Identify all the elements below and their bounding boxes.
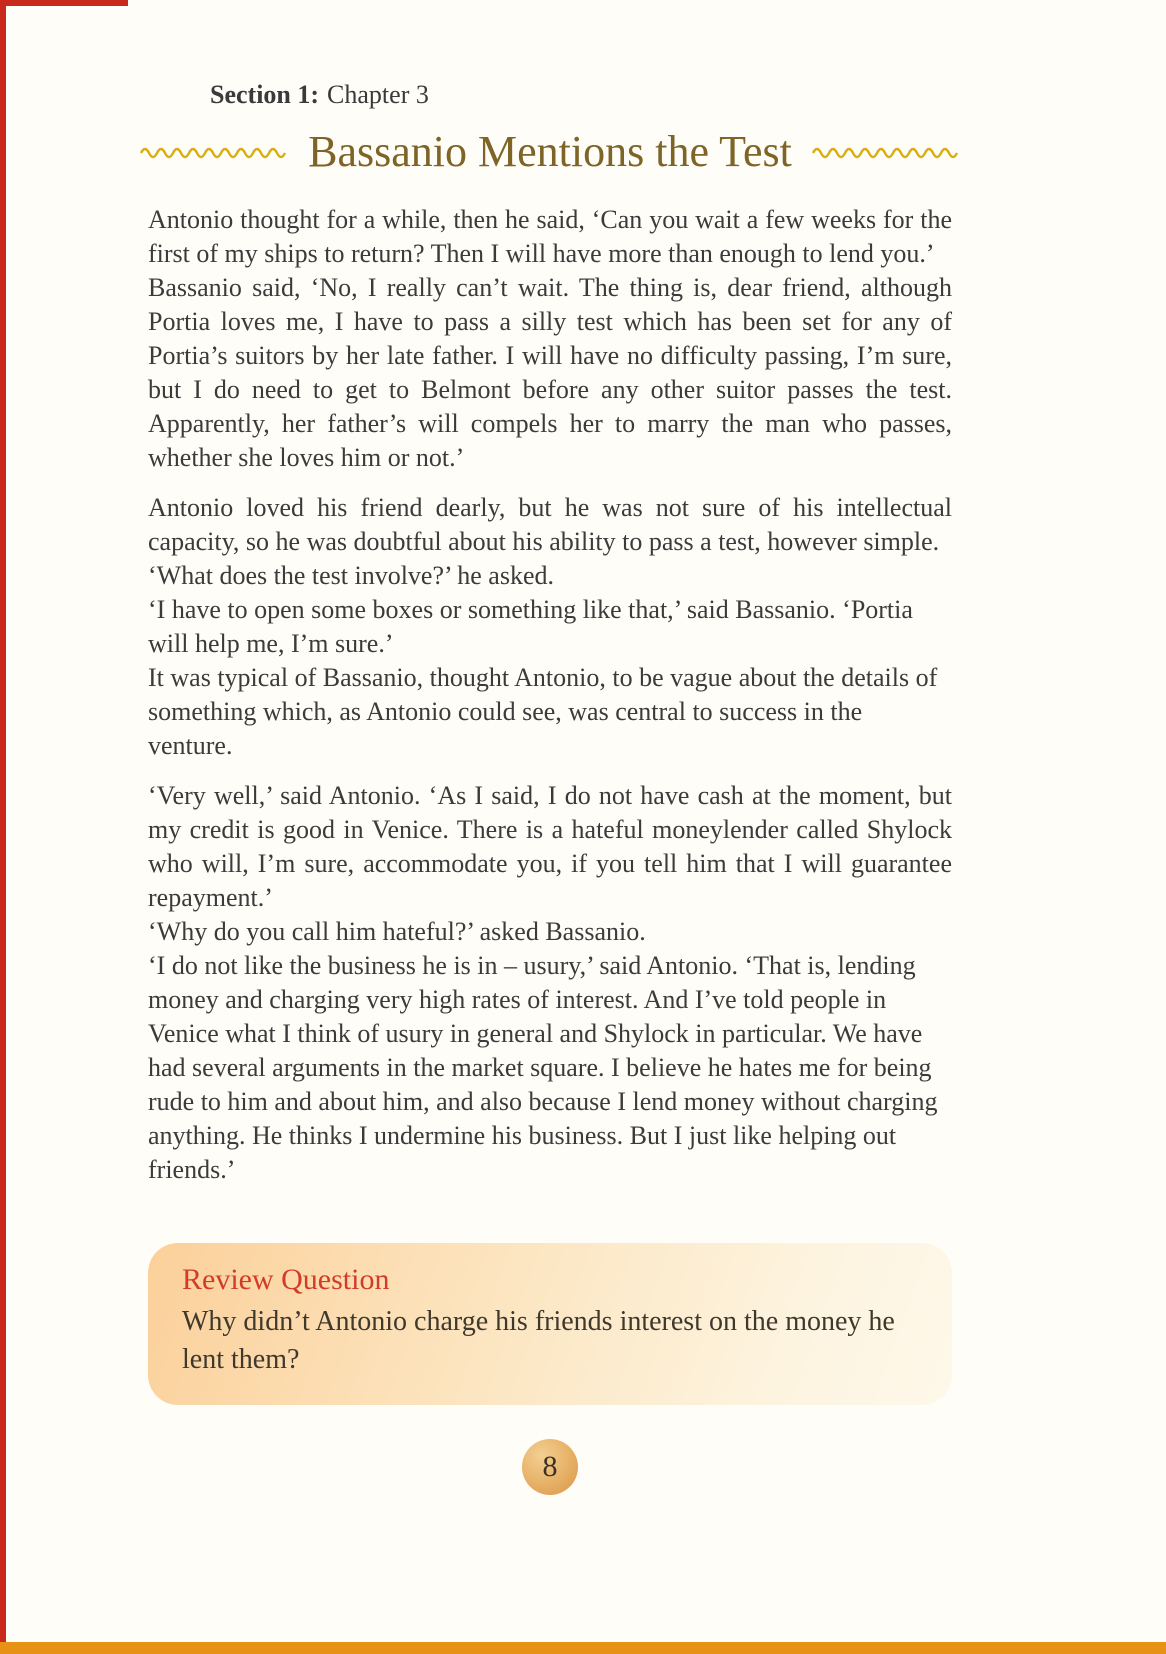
paragraph-block bbox=[148, 491, 952, 763]
paragraph: ‘Why do you call him hateful?’ asked Bassanio. bbox=[148, 917, 646, 946]
paragraph: ‘I have to open some boxes or something like that,’ said Bassanio. ‘Portia will help me, I’m sure.’ bbox=[148, 595, 913, 658]
squiggle-right-icon bbox=[810, 144, 962, 160]
squiggle-left-icon bbox=[138, 144, 290, 160]
story-text bbox=[148, 203, 952, 1187]
paragraph: Antonio thought for a while, then he said, ‘Can you wait a few weeks for the first of my ships to return? Then I will have more than enough to lend you.’ bbox=[148, 205, 952, 268]
page-footer bbox=[148, 1439, 952, 1495]
chapter-title-row bbox=[148, 126, 952, 177]
paragraph: ‘I do not like the business he is in – usury,’ said Antonio. ‘That is, lending money and charging very high rates of interest. And I’ve told people in Venice what I think of usury in general and Shylock in particular. We have had several arguments in the market square. I believe he hates me for being rude to him and about him, and also because I lend money without charging anything. He thinks I undermine his business. But I just like helping out friends.’ bbox=[148, 951, 938, 1184]
page-number-badge: 8 bbox=[522, 1439, 578, 1495]
section-label bbox=[210, 80, 952, 110]
review-question-text: Why didn’t Antonio charge his friends interest on the money he lent them? bbox=[182, 1306, 895, 1375]
paragraph: ‘What does the test involve?’ he asked. bbox=[148, 561, 554, 590]
page-title: Bassanio Mentions the Test bbox=[308, 127, 792, 176]
paragraph: ‘Very well,’ said Antonio. ‘As I said, I do not have cash at the moment, but my credit is good in Venice. There is a hateful moneylender called Shylock who will, I’m sure, accommodate you, if you tell him that I will guarantee repayment.’ bbox=[148, 781, 952, 912]
review-question-heading: Review Question bbox=[182, 1263, 390, 1296]
chapter-label: Chapter 3 bbox=[327, 80, 429, 109]
bottom-edge-orange-bar bbox=[0, 1642, 1166, 1654]
review-question-box bbox=[148, 1243, 952, 1405]
paragraph: Antonio loved his friend dearly, but he was not sure of his intellectual capacity, so he was doubtful about his ability to pass a test, however simple. bbox=[148, 493, 952, 556]
paragraph: It was typical of Bassanio, thought Antonio, to be vague about the details of something which, as Antonio could see, was central to success in the venture. bbox=[148, 663, 938, 760]
paragraph-block bbox=[148, 203, 952, 475]
paragraph-block bbox=[148, 779, 952, 1187]
paragraph: Bassanio said, ‘No, I really can’t wait. The thing is, dear friend, although Portia loves me, I have to pass a silly test which has been set for any of Portia’s suitors by her late father. I will have no difficulty passing, I’m sure, but I do need to get to Belmont before any other suitor passes the test. Apparently, her father’s will compels her to marry the man who passes, whether she loves him or not.’ bbox=[148, 273, 952, 472]
section-number: Section 1: bbox=[210, 80, 320, 109]
